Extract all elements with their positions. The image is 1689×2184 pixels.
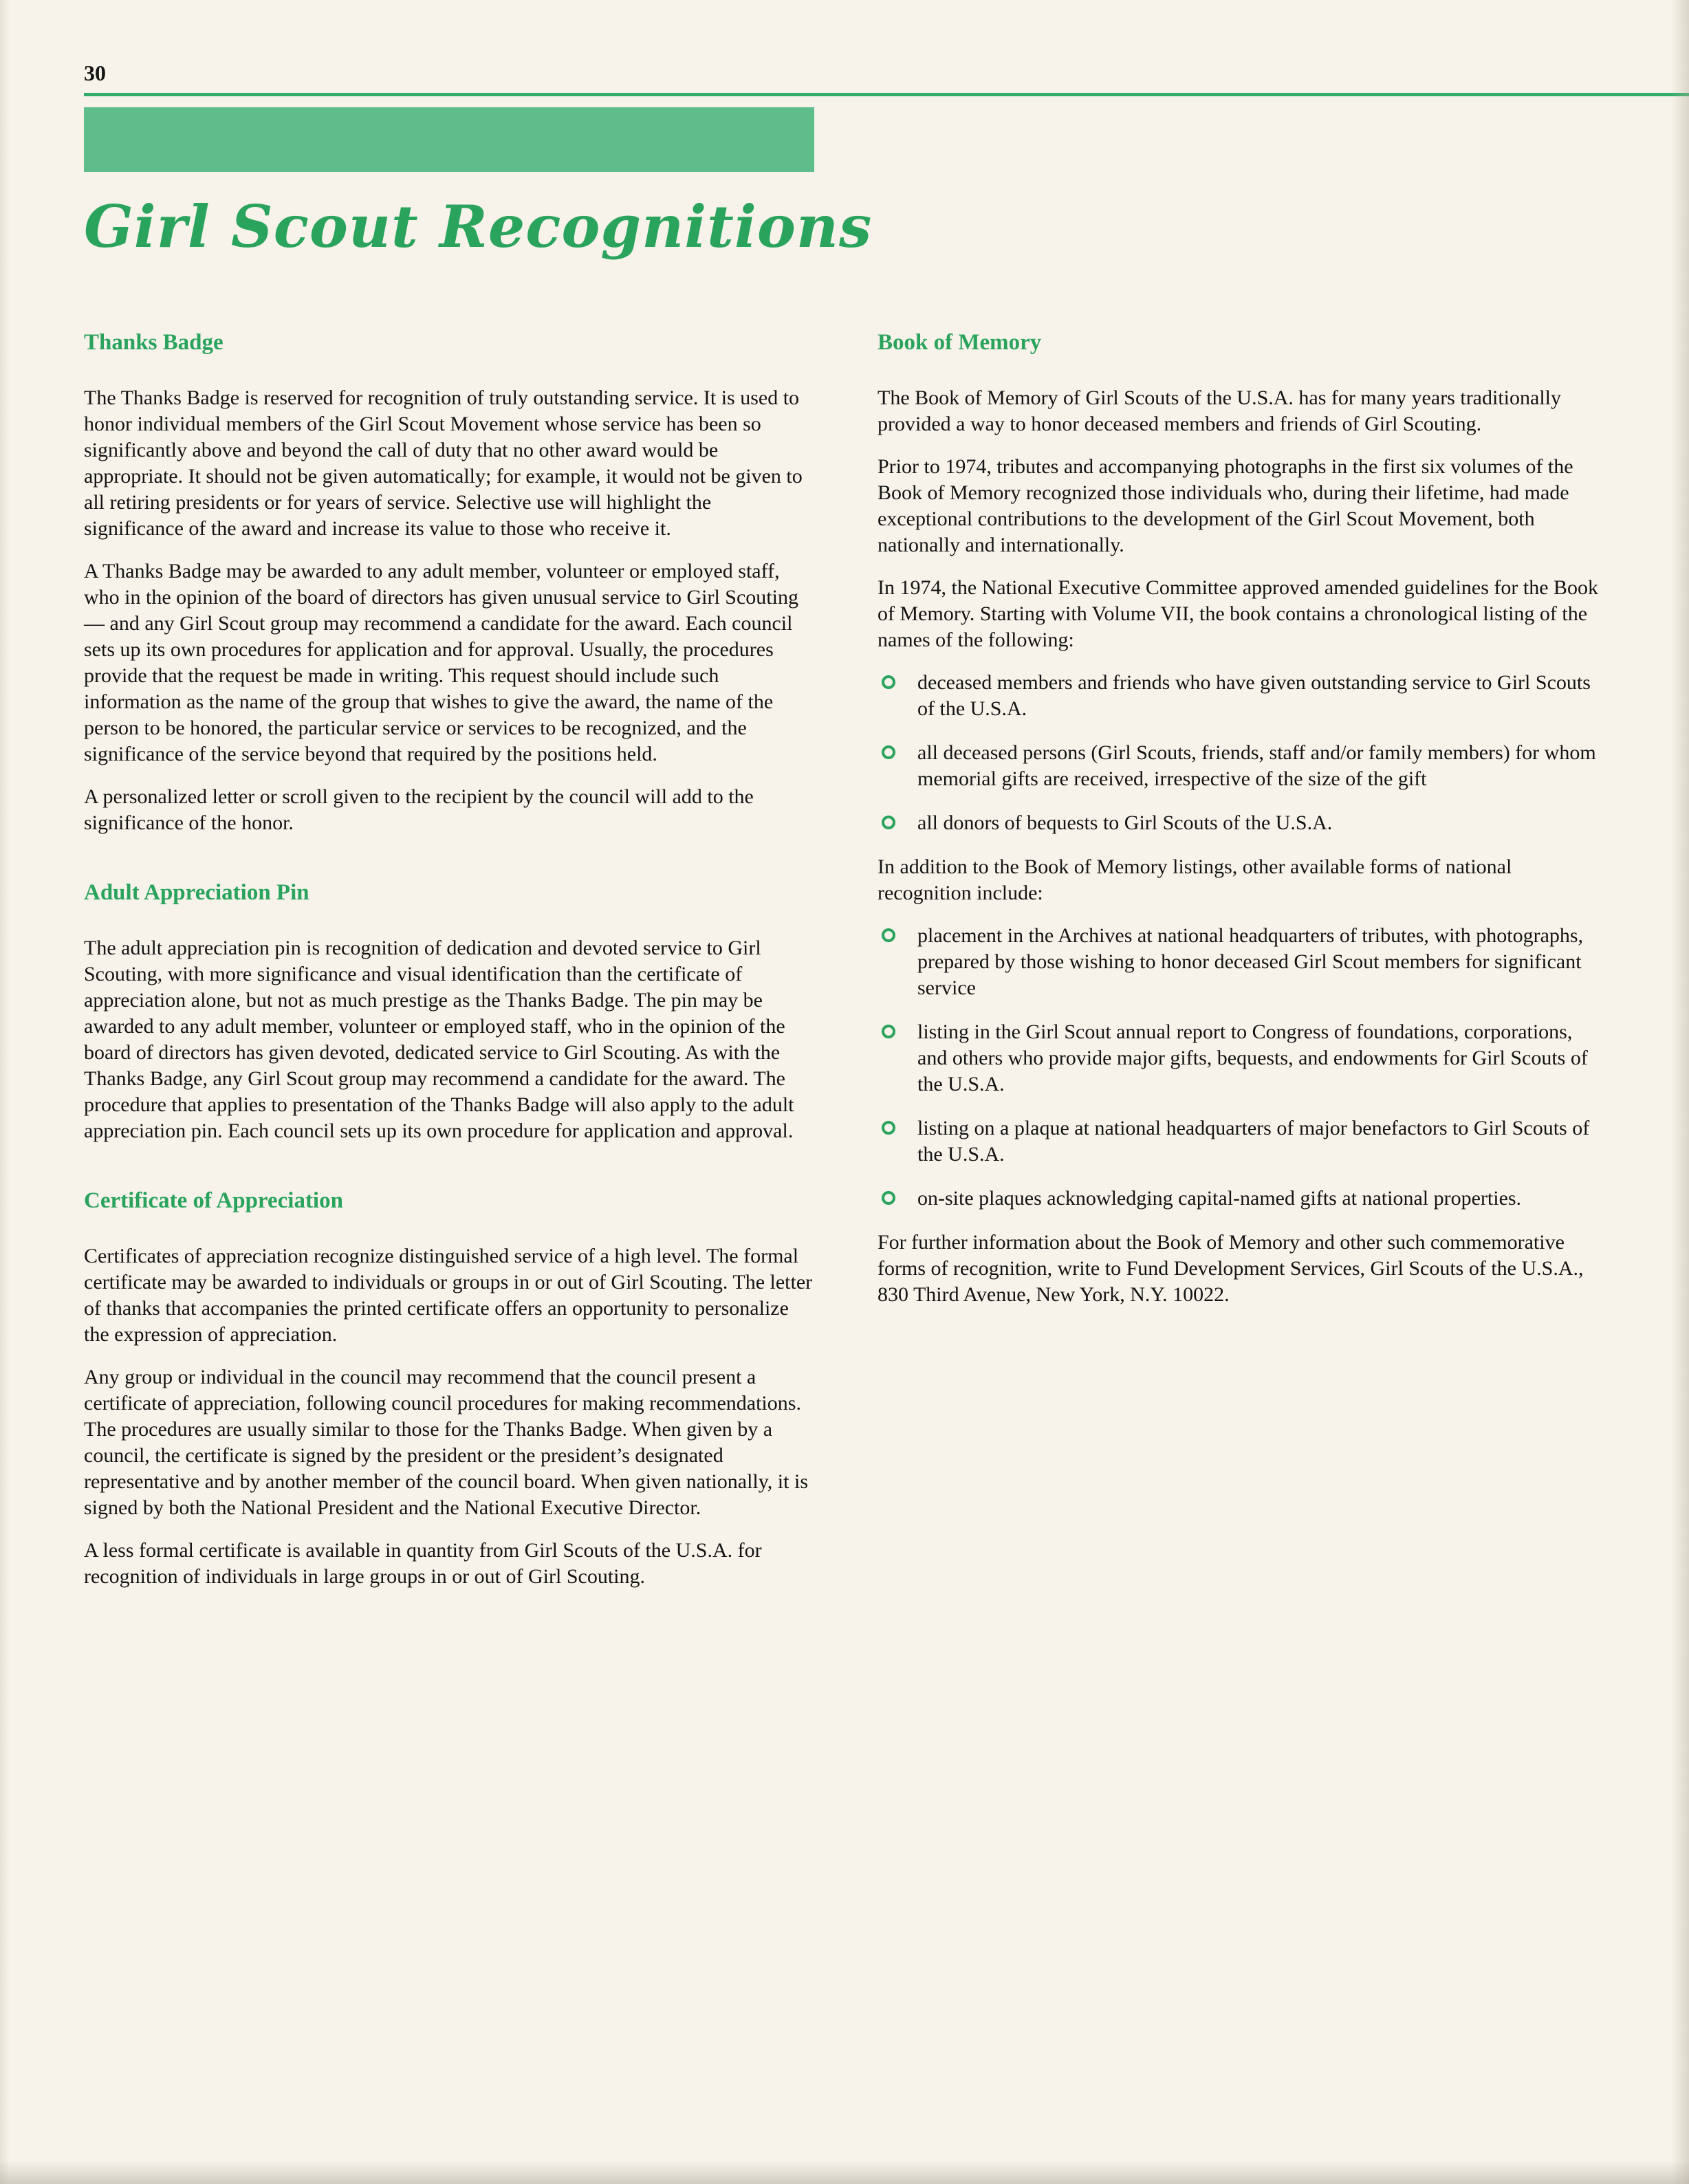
bullet-item: [878, 740, 1606, 792]
bullet-item: [878, 1186, 1606, 1212]
bullet-list: [878, 923, 1606, 1212]
paragraph: A Thanks Badge may be awarded to any adult member, volunteer or employed staff, who in the opinion of the board of directors has given unusual service to Girl Scouting — and any Girl Scout group may recommend a candidate for the award. Each council sets up its own procedures for application and for approval. Usually, the procedures provide that the request be made in writing. This request should include such information as the name of the group that wishes to give the award, the name of the person to be honored, the particular service or services to be recognized, and the significance of the service beyond that required by the positions held.: [84, 560, 798, 766]
bullet-circle-icon: [882, 1121, 895, 1135]
top-rule: [84, 93, 1689, 96]
bullet-text: placement in the Archives at national headquarters of tributes, with photographs, prepared by those wishing to honor deceased Girl Scout members for significant service: [917, 924, 1584, 1000]
paragraph: In 1974, the National Executive Committee approved amended guidelines for the Book of Memory. Starting with Volume VII, the book contains a chronological listing of the names of the following:: [878, 576, 1599, 652]
bullet-circle-icon: [882, 928, 895, 942]
paragraph: The Thanks Badge is reserved for recognition of truly outstanding service. It is used to honor individual members of the Girl Scout Movement whose service has been so significantly above and beyond the call of duty that no other award would be appropriate. It should not be given automatically; for example, it would not be given to all retiring presidents or for years of service. Selective use will highlight the significance of the award and increase its value to those who receive it.: [84, 386, 803, 540]
paragraph: The adult appreciation pin is recognition of dedication and devoted service to Girl Scouting, with more significance and visual identification than the certificate of appreciation alone, but not as much prestige as the Thanks Badge. The pin may be awarded to any adult member, volunteer or employed staff, who in the opinion of the board of directors has given devoted, dedicated service to Girl Scouting. As with the Thanks Badge, any Girl Scout group may recommend a candidate for the award. The procedure that applies to presentation of the Thanks Badge will also apply to the adult appreciation pin. Each council sets up its own procedure for application and approval.: [84, 937, 794, 1143]
bullet-text: all deceased persons (Girl Scouts, friends, staff and/or family members) for whom memorial gifts are received, irrespective of the size of the gift: [917, 741, 1596, 791]
bullet-item: [878, 670, 1606, 722]
paragraph: A less formal certificate is available in quantity from Girl Scouts of the U.S.A. for recognition of individuals in large groups in or out of Girl Scouting.: [84, 1539, 762, 1588]
section-heading: Book of Memory: [878, 330, 1042, 356]
bullet-item: [878, 810, 1606, 836]
bullet-circle-icon: [882, 816, 895, 829]
left-column: [84, 330, 813, 1606]
section-heading: Certificate of Appreciation: [84, 1188, 343, 1214]
bullet-item: [878, 1019, 1606, 1098]
bullet-text: listing on a plaque at national headquarters of major benefactors to Girl Scouts of the U.S.A.: [917, 1117, 1590, 1166]
paragraph: For further information about the Book of Memory and other such commemorative forms of recognition, write to Fund Development Services, Girl Scouts of the U.S.A., 830 Third Avenue, New York, N.Y. 10022.: [878, 1231, 1584, 1307]
paragraph: Any group or individual in the council may recommend that the council present a certificate of appreciation, following council procedures for making recommendations. The procedures are usually similar to those for the Thanks Badge. When given by a council, the certificate is signed by the president or the president’s designated representative and by another member of the council board. When given nationally, it is signed by both the National President and the National Executive Director.: [84, 1366, 808, 1520]
bullet-text: on-site plaques acknowledging capital-named gifts at national properties.: [917, 1187, 1522, 1210]
bullet-circle-icon: [882, 745, 895, 759]
paragraph: Certificates of appreciation recognize distinguished service of a high level. The formal certificate may be awarded to individuals or groups in or out of Girl Scouting. The letter of thanks that accompanies the printed certificate offers an opportunity to personalize the expression of appreciation.: [84, 1245, 813, 1346]
right-column: [878, 330, 1606, 1606]
bullet-circle-icon: [882, 1025, 895, 1038]
page-number: 30: [84, 61, 106, 85]
section-heading: Thanks Badge: [84, 330, 224, 356]
bullet-text: all donors of bequests to Girl Scouts of the U.S.A.: [917, 811, 1333, 835]
bullet-item: [878, 923, 1606, 1001]
section-heading: Adult Appreciation Pin: [84, 880, 309, 906]
page-title: Girl Scout Recognitions: [84, 193, 873, 261]
bullet-text: deceased members and friends who have given outstanding service to Girl Scouts of the U.S.A.: [917, 671, 1591, 721]
bullet-text: listing in the Girl Scout annual report to Congress of foundations, corporations, and others who provide major gifts, bequests, and endowments for Girl Scouts of the U.S.A.: [917, 1020, 1588, 1096]
title-bar: [84, 107, 814, 172]
paragraph: The Book of Memory of Girl Scouts of the U.S.A. has for many years traditionally provided a way to honor deceased members and friends of Girl Scouting.: [878, 386, 1561, 436]
paragraph: A personalized letter or scroll given to the recipient by the council will add to the significance of the honor.: [84, 785, 754, 835]
content-columns: [84, 330, 1606, 1606]
paragraph: Prior to 1974, tributes and accompanying photographs in the first six volumes of the Book of Memory recognized those individuals who, during their lifetime, had made exceptional contributions to the development of the Girl Scout Movement, both nationally and internationally.: [878, 455, 1573, 557]
paragraph: In addition to the Book of Memory listings, other available forms of national recognition include:: [878, 855, 1512, 905]
bullet-circle-icon: [882, 675, 895, 689]
bullet-circle-icon: [882, 1191, 895, 1205]
bullet-item: [878, 1115, 1606, 1168]
bullet-list: [878, 670, 1606, 836]
